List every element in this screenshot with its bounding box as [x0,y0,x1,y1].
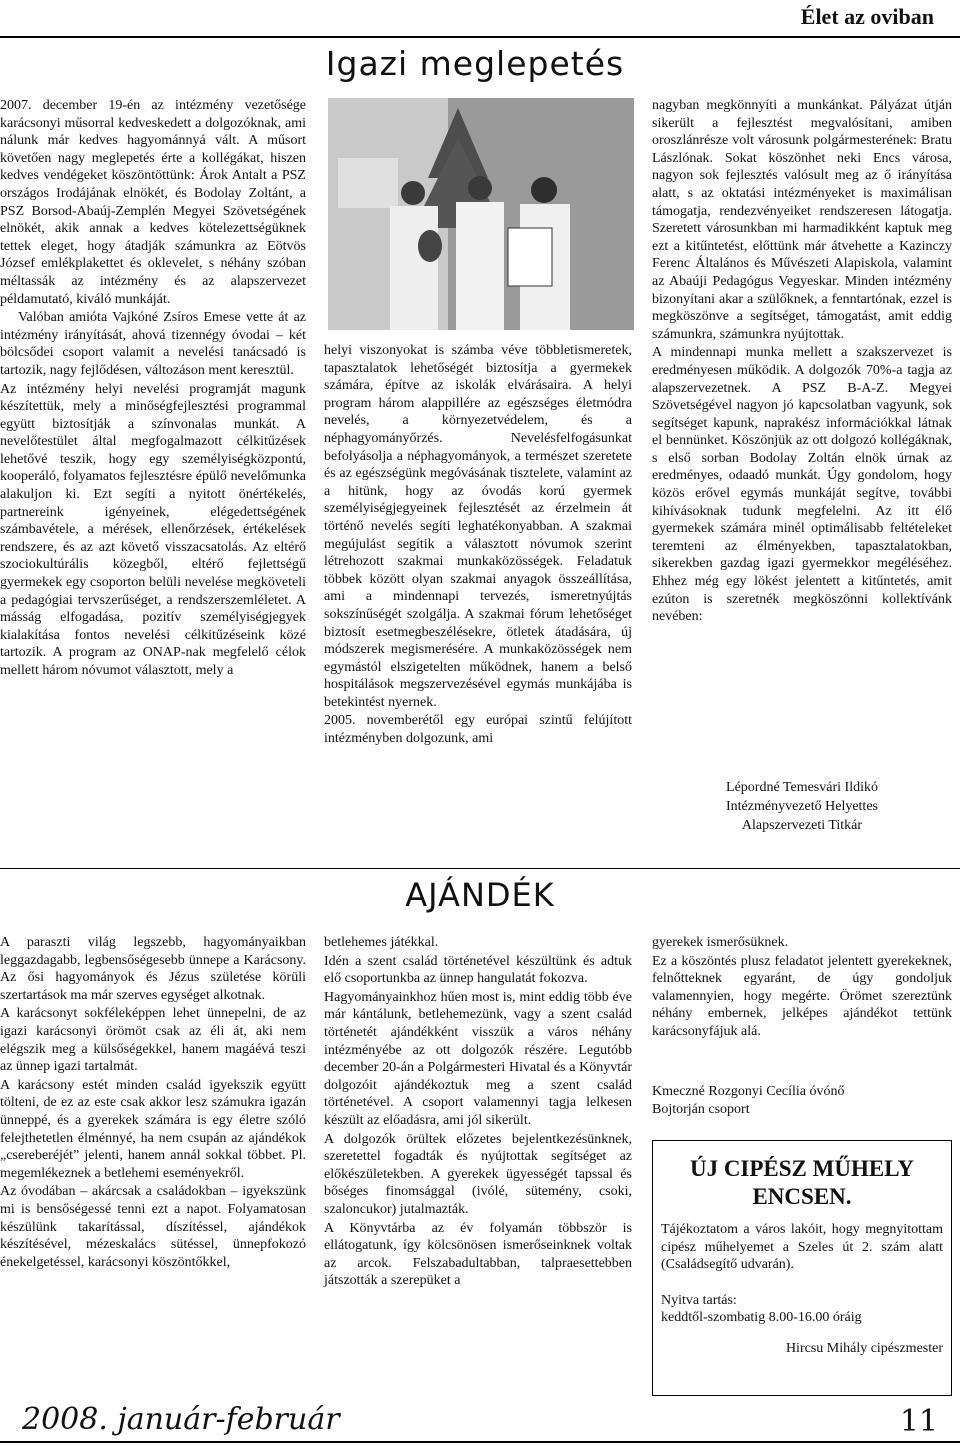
award-photo [328,98,634,330]
paragraph: A karácsony estét minden család igyekszik együtt tölteni, de ez az este csak akkor lesz számukra igazán ünneppé, és a gyerekek számára is egy életre szóló felejthetetlen élménnyé, ha nem csupán az ajándékok „csereberéjét” jelenti, hanem annál sokkal többet. Pl. megemlékeznek a betlehemi eseményekről. [0,1077,306,1181]
article-title: Igazi meglepetés [325,44,625,83]
article-column-3 [652,97,952,626]
signature-group: Bojtorján csoport [652,1101,750,1117]
paragraph: A mindennapi munka mellett a szakszervezet is eredményesen működik. A dolgozók 70%-a tagja az alapszervezetnek. A PSZ B-A-Z. Megyei Szövetségével nagyon jó kapcsolatban vagyunk, sok segítséget kapunk, naprakész információkkal látnak el bennünket. Köszönjük az ott dolgozó kollégáknak, s első sorban Bodolay Zoltán elnök úrnak az eredményes, odaadó munkát. Úgy gondolom, hogy közös erővel egymás munkáját segítve, további kihívásoknak tudunk megfelelni. Az itt élő gyermekek számára minél optimálisabb feltételeket teremteni az élményekben, tapasztalatokban, sikerekben gazdag igazi gyermekkor megéléséhez. Ehhez még egy lökést jelentett a kitűntetés, amit ezúton is szeretnék megköszönni kollektívánk nevében: [652,345,952,625]
signature-name: Lépordné Temesvári Ildikó [726,780,878,795]
paragraph: helyi viszonyokat is számba véve többletismeretek, tapasztalatok lehetőségét biztosítja a gyermekek számára, építve az iskolák elvárásaira. A helyi program három alappillére az egészséges életmódra nevelés, a környezetvédelem, és a néphagyományőrzés. Nevelésfelfogásunkat befolyásolja a néphagyományok, a természet szeretete és az egészségünk megóvásának tisztelete, valamint az a hitünk, hogy az óvodás korú gyermek személyiségjegyeinek fejlesztését az érzelmein át történő nevelés segíti leghatékonyabban. A szakmai megújulást segítik a választott nóvumok szerint létrehozott szakmai munkaközösségek. Feladatuk többek között olyan szakmai anyagok összeállítása, ami a mindennapi tervezés, ismeretnyújtás sokszínűségét szolgálja. A szakmai fórum lehetőséget biztosít esetmegbeszélésekre, ötletek átadására, új módszerek megismerésére. A munkaközösségek nem egymástól elszigetelten működnek, hanem a belső hospitálások megszervezésével egymás munkájába is betekintést nyernek. [324,343,632,710]
paragraph: Hagyományainkhoz hűen most is, mint eddig több éve már kántálunk, betlehemezünk, vagy a szent család történetét ajándékként visszük a város néhány intézményébe az ott dolgozók részére. Legutóbb december 20-án a Polgármesteri Hivatal és a Könyvtár dolgozóit ajándékoztuk meg a szent család történetével. A csoport valamennyi tagja lelkesen készült az előadásra, ami jól sikerült. [324,989,632,1128]
section-divider [0,868,960,869]
paragraph: Valóban amióta Vajkóné Zsíros Emese vette át az intézmény irányítását, ahová tizennégy óvodai – két bölcsődei csoport valamit a nevelési tanácsadó is tartozik, nagy fejlődésen, változáson ment keresztül. [0,310,306,378]
signature-role: Intézményvezető Helyettes [726,799,878,814]
ad-hours [661,1292,943,1327]
ad-hours-value: keddtől-szombatig 8.00-16.00 óráig [661,1310,862,1326]
ajandek-column-2 [324,934,632,1290]
article-column-2 [324,342,632,748]
header-rule [0,36,960,38]
paragraph: Idén a szent család történetével készültünk és adtuk elő csoportunkba az ünnep hangulatát fokozva. [324,953,632,987]
ad-text: Tájékoztatom a város lakóit, hogy megnyitottam cipész műhelyemet a Szeles út 2. szám alatt (Családsegítő udvarán). [661,1222,943,1273]
signature-name: Kmeczné Rozgonyi Cecília óvónő [652,1084,845,1099]
paragraph: Az óvodában – akárcsak a családokban – igyekszünk mi is bensőségessé tenni ezt a napot. Folyamatosan készülünk takarítással, díszítéssel, ajándékok készítésével, mézeskalács sütéssel, ünnepfokozó énekelgetéssel, karácsonyi köszöntőkkel, [0,1184,306,1270]
paragraph: A paraszti világ legszebb, hagyományaikban leggazdagabb, legbensőségesebb ünnepe a Karácsony. Az ősi hagyományok és Jézus születése körüli szertartások ma már szerves egységet alkotnak. [0,935,306,1003]
footer-date: 2008. január-február [22,1402,340,1437]
footer-rule [0,1441,960,1443]
ajandek-signature [652,1083,952,1118]
shoemaker-ad [652,1140,952,1396]
paragraph: 2007. december 19-én az intézmény vezetősége karácsonyi műsorral kedveskedett a dolgozóknak, ami nálunk már kedves hagyománnyá vált. A műsort követően nagy meglepetés érte a kollégákat, hiszen kedves vendégeket köszöntöttünk: Árok Antalt a PSZ országos Irodájának elnökét, és Bodolay Zoltánt, a PSZ Borsod-Abaúj-Zemplén Megyei Szövetségének elnökét, akik annak a kedves kötelezettségüknek tettek eleget, hogy átadják számunkra az Eötvös József emlékplakettet és oklevelet, s néhány szóban méltassák az intézmény és az alapszervezet példamutató, kiváló munkáját. [0,98,306,307]
paragraph: gyerekek ismerősüknek. [652,935,789,950]
paragraph: Ez a köszöntés plusz feladatot jelentett gyerekeknek, felnőtteknek egyaránt, de úgy gondoljuk valamennyien, hogy megérte. Örömet szereztünk néhány embernek, jelképes ajándékot tettünk karácsonyfájuk alá. [652,953,952,1039]
ad-signature: Hircsu Mihály cipészmester [785,1340,943,1356]
ajandek-column-3 [652,934,952,1041]
paragraph: nagyban megkönnyíti a munkánkat. Pályázat útján sikerült a fejlesztést megvalósítani, amiben oroszlánrésze volt városunk polgármesterének: Bratu Lászlónak. Sokat köszönhet neki Encs városa, nagyon sok fejlesztés valósult meg az ő irányítása alatt, s az oktatási intézményeket is maximálisan támogatja, rendezvényeiket rendszeresen látogatja. Szeretett városunkban mi harmadikként kaptuk meg ezt a kitűntetést, előttünk már átvehette a Kazinczy Ferenc Általános és Művészeti Alapiskola, valamint az Abaúji Pedagógus Vegyeskar. Minden intézmény bizonyítani akar a szülőknek, a fenntartónak, ezzel is megköszönve a segítséget, támogatást, amit eddig számunkra, számunkra nyújtottak. [652,98,952,342]
article-signature [652,778,952,835]
ajandek-title: AJÁNDÉK [405,876,555,914]
section-header: Élet az oviban [800,4,934,29]
paragraph: Az intézmény helyi nevelési programját magunk készítettük, mely a minőségfejlesztési programmal együtt biztosítják a színvonalas munkát. A nevelőtestület által megfogalmazott célkitűzések lehetővé teszik, hogy egy személyiségközpontú, kooperáló, folyamatos fejlesztésre épülő nevelőmunka alakuljon ki. Ezt segíti a nyitott önértékelés, partnereink igényeinek, elégedettségének számbavétele, a mérések, ellenőrzések, értékelések rendszere, és az azt követő visszacsatolás. Az eltérő szociokultúrális közegből, eltérő fejlettségű gyermekek egy csoporton belüli nevelése megköveteli a pedagógiai tervszerűséget, a rendszerszemléletet. A másság elfogadása, pozitív személyiségjegyek kialakítása fontos nevelési célkitűzéseink közé tartozik. A program az ONAP-nak megfelelő célok mellett három nóvumot választott, mely a [0,381,306,678]
ajandek-column-1 [0,934,306,1271]
article-column-1 [0,97,306,680]
paragraph: A Könyvtárba az év folyamán többször is ellátogatunk, így kölcsönösen ismerőseinknek voltak az arcok. Felszabadultabban, talpraesettebben játszották a szerepüket a [324,1220,632,1289]
signature-role: Alapszervezeti Titkár [741,818,863,833]
paragraph: betlehemes játékkal. [324,935,439,950]
paragraph: 2005. novemberétől egy európai szintű felújított intézményben dolgozunk, ami [324,713,632,747]
paragraph: A dolgozók örültek előzetes bejelentkezésünknek, szeretettel fogadták és nyújtottak segítséget az előkészületekben. A gyerekek ügyességét tapssal és bőséges finomsággal (ivólé, sütemény, csoki, szaloncukor) jutalmazták. [324,1131,632,1217]
page-number: 11 [899,1404,938,1439]
ad-title: ÚJ CIPÉSZ MŰHELY ENCSEN. [689,1156,915,1209]
ad-hours-label: Nyitva tartás: [661,1292,737,1308]
paragraph: A karácsonyt sokféleképpen lehet ünnepelni, de az igazi karácsonyi örömöt csak az éli át, aki nem elégszik meg a külsőségekkel, hanem magáévá teszi az ünnep igazi tartalmát. [0,1006,306,1075]
